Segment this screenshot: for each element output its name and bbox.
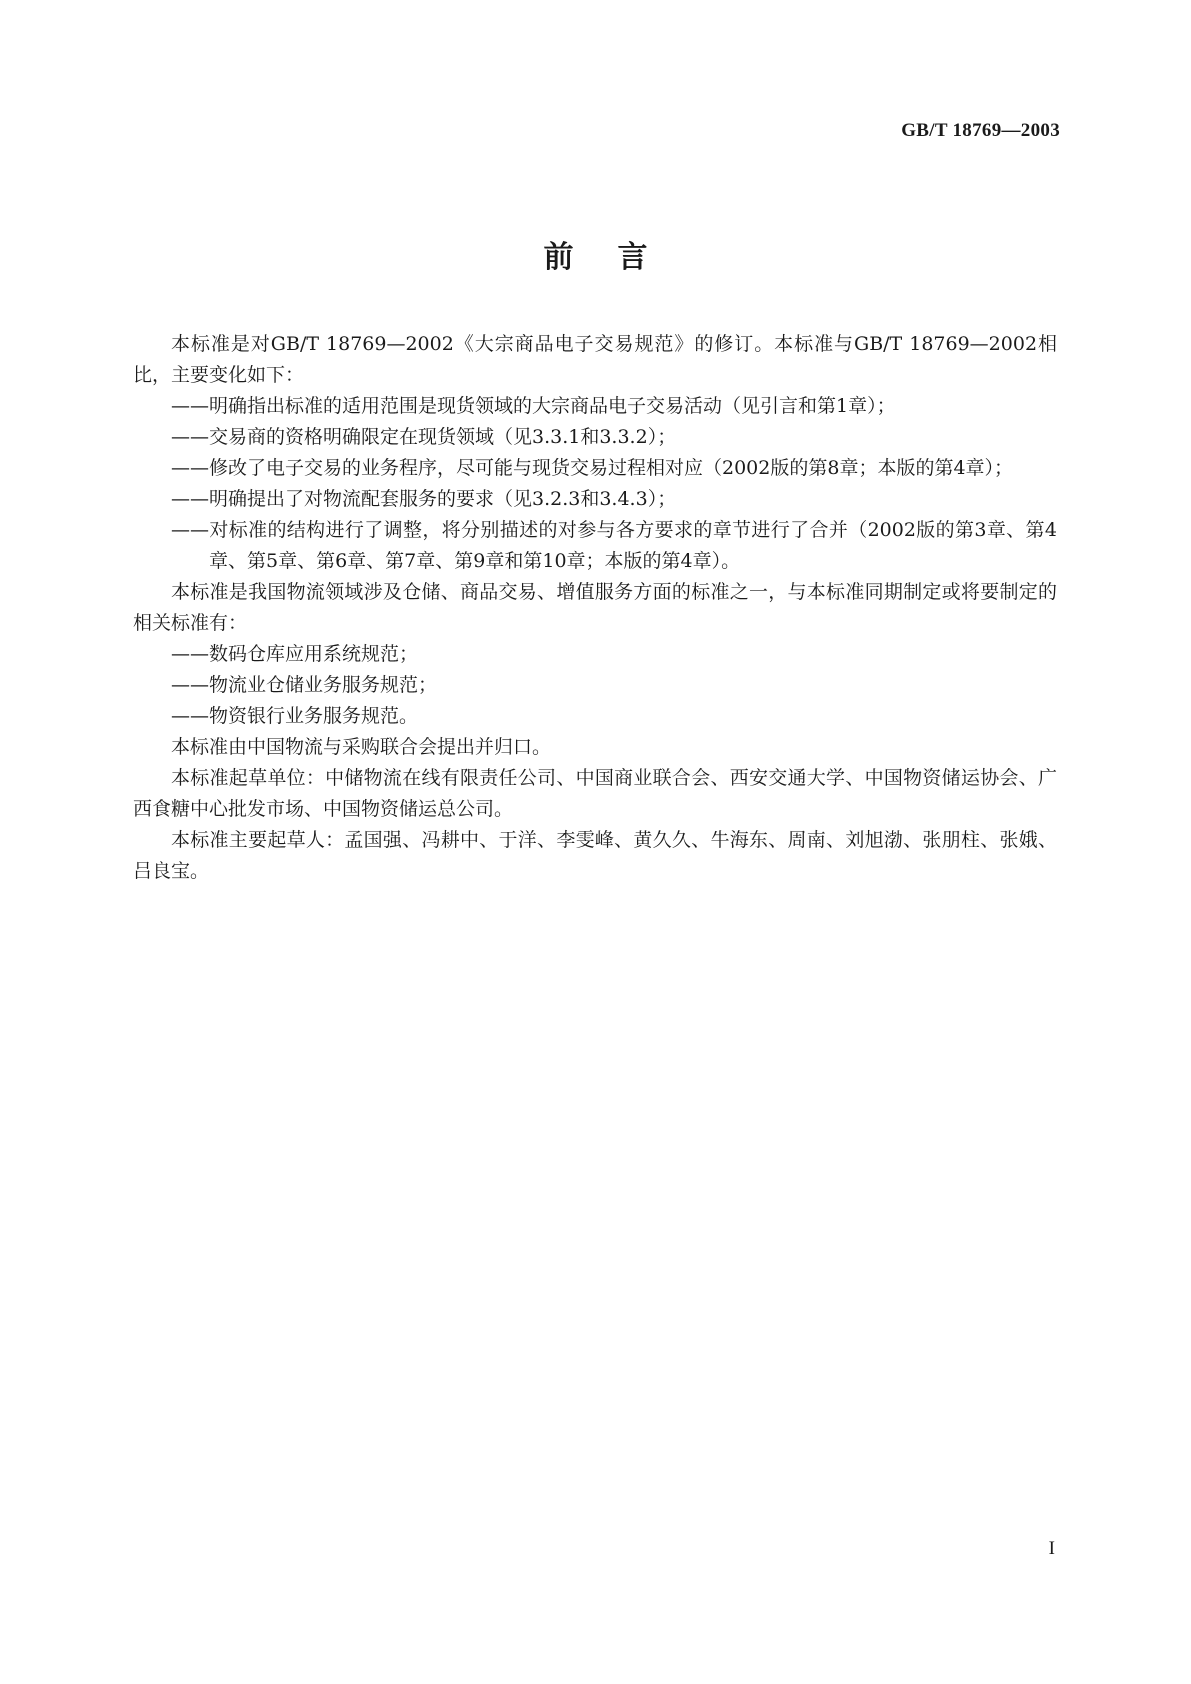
list-item-related-standard: ——数码仓库应用系统规范； [171,643,419,665]
list-item-business-procedure: ——修改了电子交易的业务程序，尽可能与现货交易过程相对应（2002版的第8章；本版的第4章）； [171,457,1014,479]
paragraph-drafters: 本标准主要起草人：孟国强、冯耕中、于洋、李雯峰、黄久久、牛海东、周南、刘旭渤、张朋柱、张娥、吕良宝。 [133,829,1057,882]
paragraph-related-standards: 本标准是我国物流领域涉及仓储、商品交易、增值服务方面的标准之一，与本标准同期制定或将要制定的相关标准有： [133,581,1057,634]
paragraph-proposer: 本标准由中国物流与采购联合会提出并归口。 [171,736,552,758]
list-item-trader-qualification: ——交易商的资格明确限定在现货领域（见3.3.1和3.3.2）； [171,426,677,448]
list-item-related-standard: ——物流业仓储业务服务规范； [171,674,438,696]
list-item-logistics-service: ——明确提出了对物流配套服务的要求（见3.2.3和3.4.3）； [171,488,677,510]
page-number: I [1048,1538,1055,1559]
list-item-scope: ——明确指出标准的适用范围是现货领域的大宗商品电子交易活动（见引言和第1章）； [171,395,896,417]
list-item-related-standard: ——物资银行业务服务规范。 [171,705,419,727]
paragraph-drafting-units: 本标准起草单位：中储物流在线有限责任公司、中国商业联合会、西安交通大学、中国物资储运协会、广西食糖中心批发市场、中国物资储运总公司。 [133,767,1057,820]
standard-code: GB/T 18769—2003 [901,120,1060,141]
document-body [133,329,1057,887]
paragraph-intro: 本标准是对GB/T 18769—2002《大宗商品电子交易规范》的修订。本标准与GB/T 18769—2002相比，主要变化如下： [133,333,1057,386]
page-title: 前言 [543,240,692,275]
list-item-structure-change: ——对标准的结构进行了调整，将分别描述的对参与各方要求的章节进行了合并（2002版的第3章、第4章、第5章、第6章、第7章、第9章和第10章；本版的第4章）。 [171,519,1057,572]
